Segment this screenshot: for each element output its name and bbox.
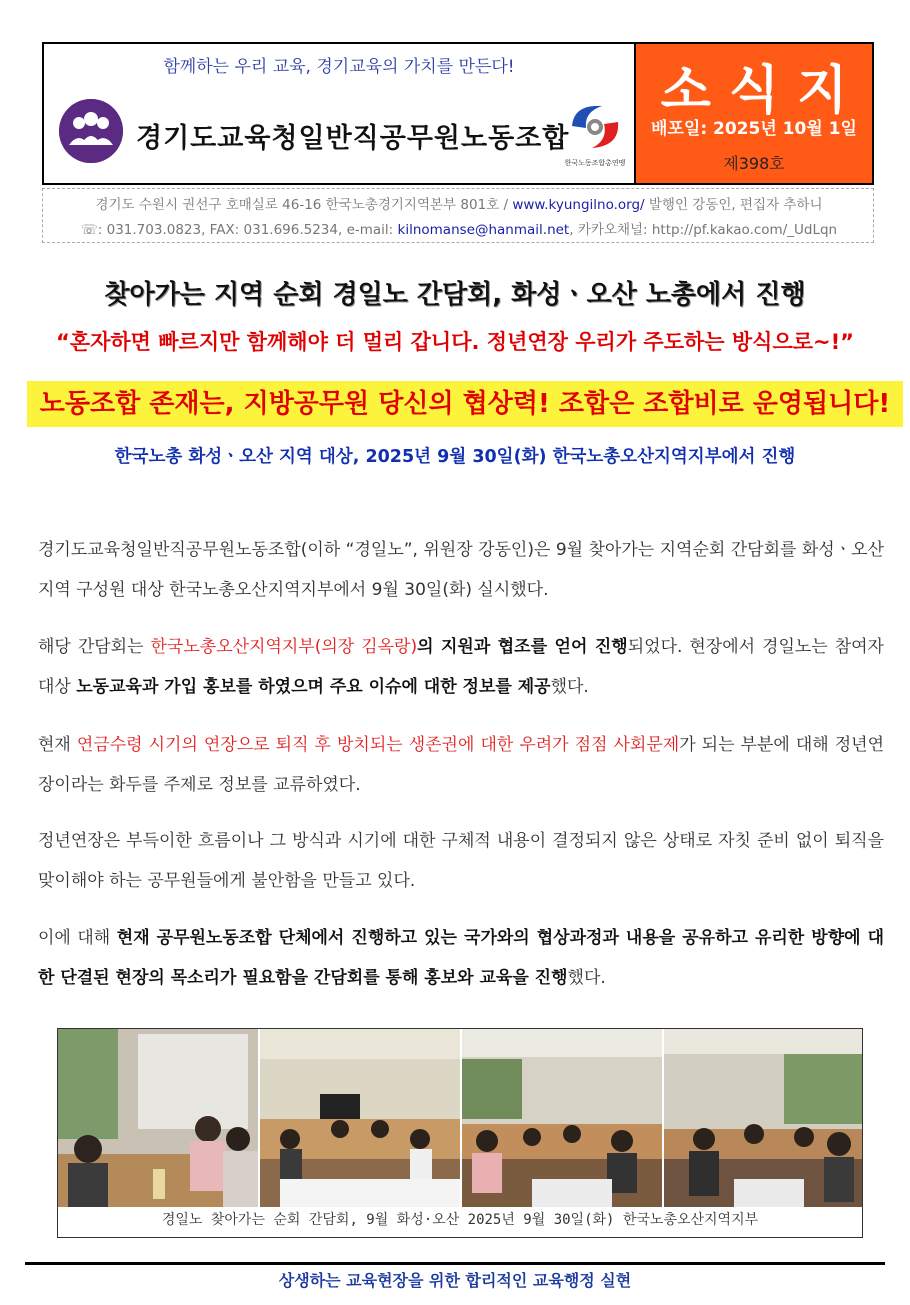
paragraph-3 — [38, 725, 884, 805]
p5-text-a: 이에 대해 — [38, 928, 117, 948]
footer-divider — [25, 1262, 885, 1265]
union-logo-icon — [59, 99, 123, 163]
address-text: 경기도 수원시 권선구 호매실로 46-16 한국노총경기지역본부 801호 / — [95, 197, 513, 213]
p2-text-bold: 의 지원과 협조를 얻어 진행 — [417, 637, 628, 657]
p2-text-bold-2: 노동교육과 가입 홍보를 하였으며 주요 이슈에 대한 정보를 제공 — [76, 677, 551, 697]
paragraph-5 — [38, 918, 884, 998]
highlight-banner: 노동조합 존재는, 지방공무원 당신의 협상력! 조합은 조합비로 운영됩니다! — [27, 381, 903, 427]
kakao-text: , 카카오채널: http://pf.kakao.com/_UdLqn — [569, 222, 838, 238]
contact-info — [42, 188, 874, 243]
article-headline: 찾아가는 지역 순회 경일노 간담회, 화성ㆍ오산 노총에서 진행 — [104, 280, 806, 310]
contact-line-2 — [43, 218, 875, 238]
p2-highlight-red: 한국노총오산지역지부(의장 김옥랑) — [150, 637, 418, 657]
p3-text-a: 현재 — [38, 735, 77, 755]
issue-date: 배포일: 2025년 10월 1일 — [651, 119, 857, 139]
p3-highlight-red: 연금수령 시기의 연장으로 퇴직 후 방치되는 생존권에 대한 우려가 점점 사회문제 — [76, 735, 680, 755]
issue-number: 제398호 — [723, 154, 785, 173]
meeting-photo-3 — [462, 1029, 662, 1207]
p5-text-bold: 현재 공무원노동조합 단체에서 진행하고 있는 국가와의 협상과정과 내용을 공유하고 유리한 방향에 대한 단결된 현장의 목소리가 필요함을 간담회를 통해 홍보와 교육을 진행 — [38, 928, 885, 988]
contact-line-1 — [43, 193, 875, 213]
photo-caption: 경일노 찾아가는 순회 간담회, 9월 화성·오산 2025년 9월 30일(화) 한국노총오산지역지부 — [161, 1212, 759, 1228]
email-link[interactable]: kilnomanse@hanmail.net — [397, 222, 570, 238]
article-subheadline: 한국노총 화성ㆍ오산 지역 대상, 2025년 9월 30일(화) 한국노총오산지역지부에서 진행 — [114, 447, 796, 467]
p2-text-c: 되었다. 현장에서 경일노는 참여자 대상 — [38, 637, 884, 697]
website-link[interactable]: www.kyungilno.org/ — [512, 197, 645, 213]
meeting-photo-2 — [260, 1029, 460, 1207]
p3-text-b: 가 되는 부분에 대해 정년연장이라는 화두를 주제로 정보를 교류하였다. — [38, 735, 884, 795]
slogan: 함께하는 우리 교육, 경기교육의 가치를 만든다! — [163, 57, 515, 77]
publisher-text: 발행인 강동인, 편집자 추하니 — [644, 197, 823, 213]
newsletter-banner — [636, 44, 872, 183]
meeting-photo-1 — [58, 1029, 258, 1207]
newsletter-title: 소식지 — [660, 61, 866, 121]
masthead-left — [44, 44, 636, 183]
footer-slogan: 상생하는 교육현장을 위한 합리적인 교육행정 실현 — [278, 1271, 632, 1290]
meeting-photo-4 — [664, 1029, 862, 1207]
federation-logo-icon — [564, 96, 626, 174]
phone-text: ☏: 031.703.0823, FAX: 031.696.5234, e-mail: — [80, 222, 398, 238]
federation-logo-text: 한국노동조합총연맹 — [564, 159, 626, 167]
paragraph-2 — [38, 627, 884, 707]
article-quote: “혼자하면 빠르지만 함께해야 더 멀리 갑니다. 정년연장 우리가 주도하는 방식으로~!” — [56, 330, 854, 354]
paragraph-4: 정년연장은 부득이한 흐름이나 그 방식과 시기에 대한 구체적 내용이 결정되지 않은 상태로 자칫 준비 없이 퇴직을 맞이해야 하는 공무원들에게 불안함을 만들고 있다. — [38, 831, 884, 891]
paragraph-1: 경기도교육청일반직공무원노동조합(이하 “경일노”, 위원장 강동인)은 9월 찾아가는 지역순회 간담회를 화성ㆍ오산 지역 구성원 대상 한국노총오산지역지부에서 9월 30일(화) 실시했다. — [38, 540, 884, 600]
p5-text-c: 했다. — [567, 968, 606, 988]
masthead — [42, 42, 874, 185]
photo-strip — [57, 1028, 863, 1238]
union-name: 경기도교육청일반직공무원노동조합 — [136, 123, 570, 154]
p2-text-a: 해당 간담회는 — [38, 637, 151, 657]
p2-text-e: 했다. — [550, 677, 589, 697]
